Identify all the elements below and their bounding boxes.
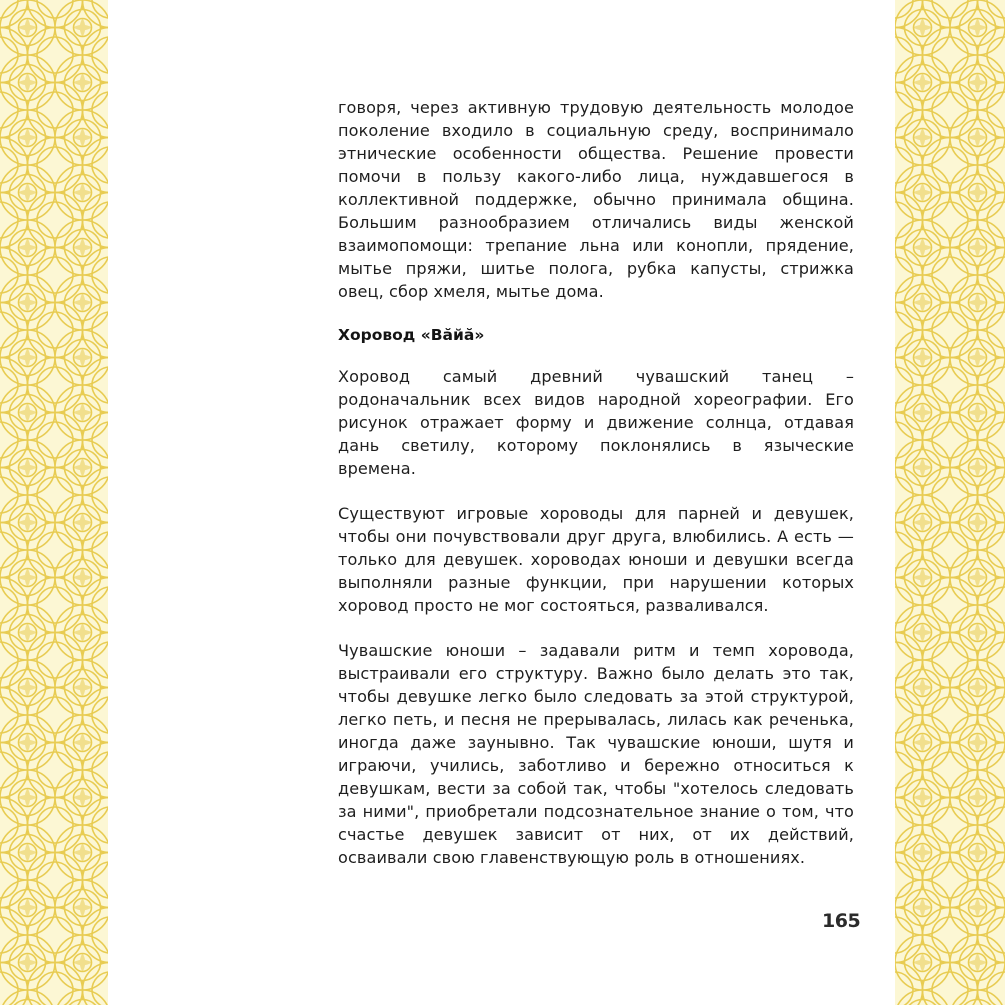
- right-ornamental-border: [895, 0, 1005, 1005]
- ornamental-border-pattern-icon: [0, 0, 108, 1005]
- left-ornamental-border: [0, 0, 108, 1005]
- body-paragraph: Существуют игровые хороводы для парней и девушек, чтобы они почувствовали друг друга, влюбились. А есть — только для девушек. хороводах юноши и девушки всегда выполняли разные функции, при нарушении которых хоровод просто не мог состояться, разваливался.: [338, 504, 854, 615]
- page-number: 165: [822, 910, 861, 932]
- body-paragraph: говоря, через активную трудовую деятельность молодое поколение входило в социальную среду, воспринимало этнические особенности общества. Решение провести помочи в пользу какого-либо лица, нуждавшегося в коллективной поддержке, обычно принимала община. Большим разнообразием отличались виды женской взаимопомощи: трепание льна или конопли, прядение, мытье пряжи, шитье полога, рубка капусты, стрижка овец, сбор хмеля, мытье дома.: [338, 98, 854, 301]
- page-content: [338, 96, 854, 891]
- body-paragraph: Чувашские юноши – задавали ритм и темп хоровода, выстраивали его структуру. Важно было делать это так, чтобы девушке легко было следовать за этой структурой, легко петь, и песня не прерывалась, лилась как реченька, иногда даже заунывно. Так чувашские юноши, шутя и играючи, учились, заботливо и бережно относиться к девушкам, вести за собой так, чтобы "хотелось следовать за ними", приобретали подсознательное знание о том, что счастье девушек зависит от них, от их действий, осваивали свою главенствующую роль в отношениях.: [338, 641, 854, 867]
- body-paragraph: Хоровод самый древний чувашский танец – родоначальник всех видов народной хореографии. Его рисунок отражает форму и движение солнца, отдавая дань светилу, которому поклонялись в языческие времена.: [338, 367, 854, 478]
- ornamental-border-pattern-icon: [895, 0, 1005, 1005]
- section-heading: Хоровод «Вăйă»: [338, 326, 485, 344]
